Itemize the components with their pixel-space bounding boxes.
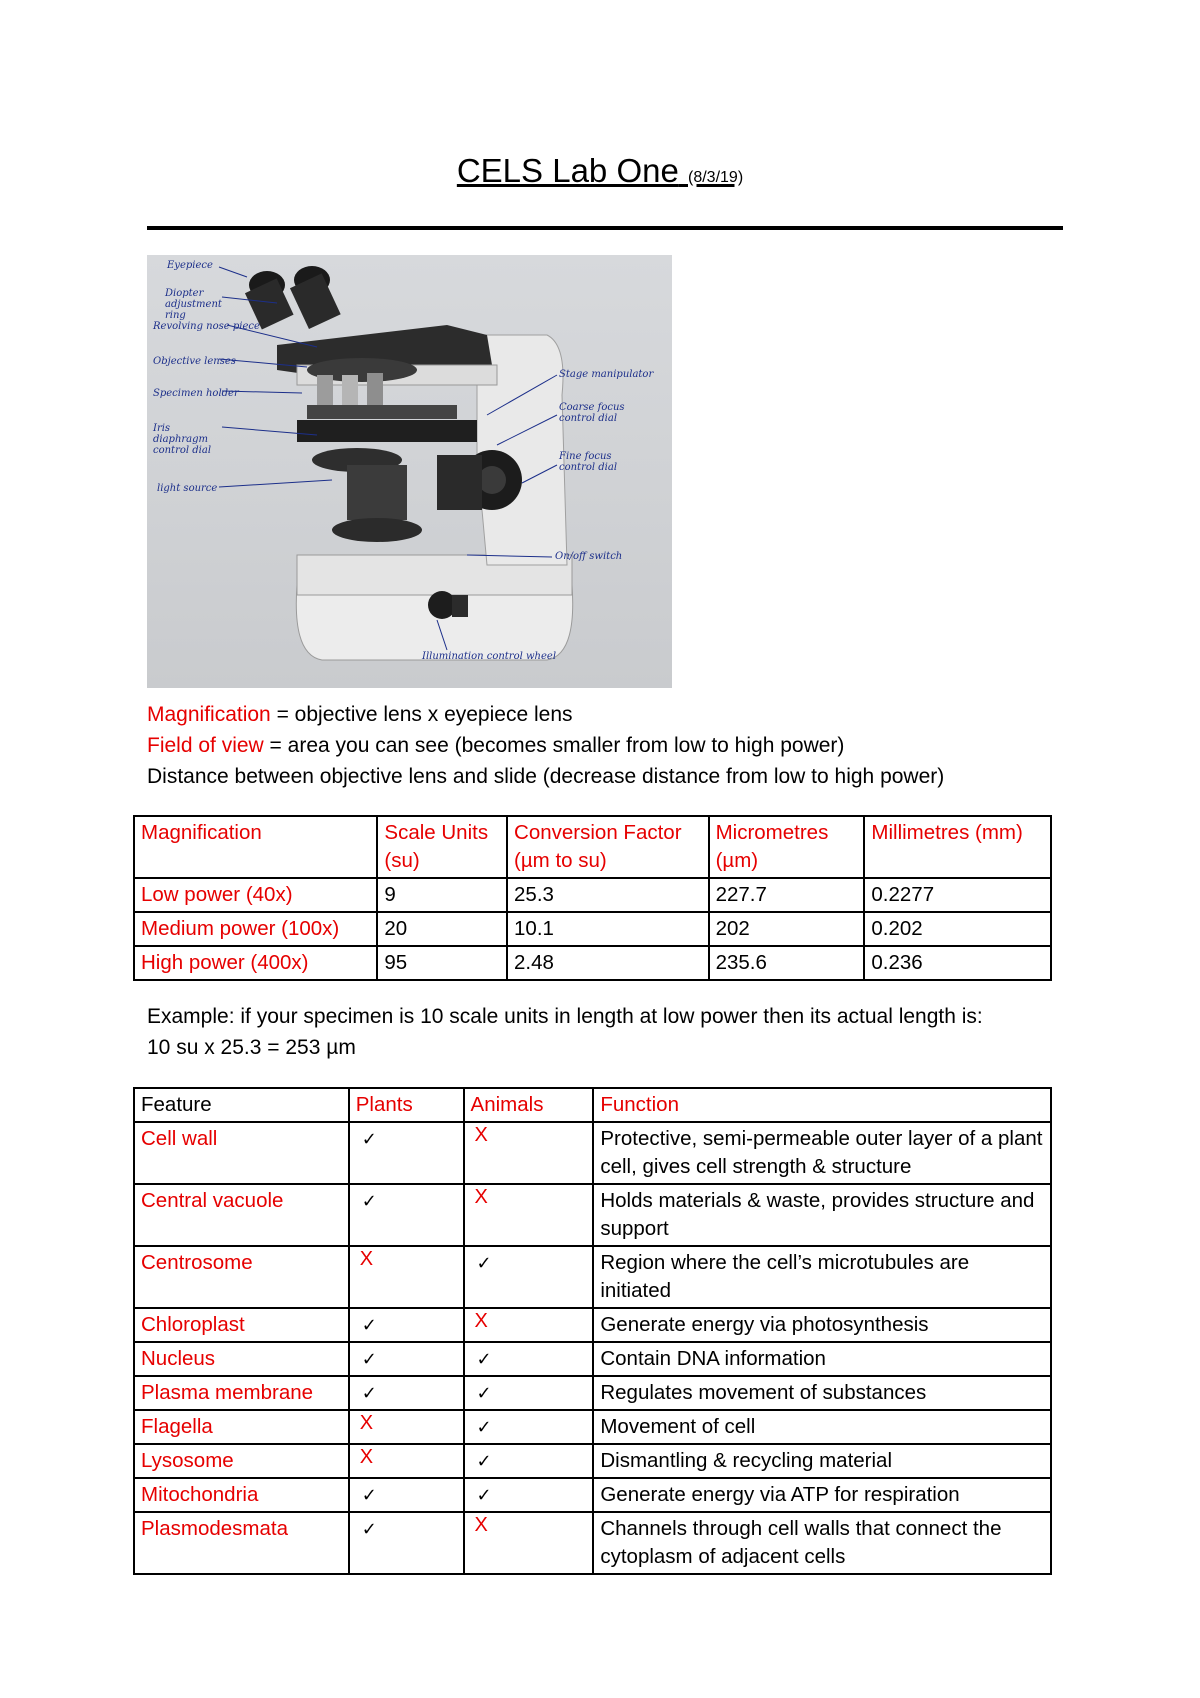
table-cell: 235.6 [709, 946, 865, 980]
table-row [134, 1444, 1051, 1478]
header-cell: Animals [464, 1088, 594, 1122]
notes [147, 699, 944, 792]
table-row [134, 946, 1051, 980]
table-cell: 95 [377, 946, 507, 980]
note-field-of-view [147, 730, 944, 761]
feature-function: Dismantling & recycling material [593, 1444, 1051, 1478]
label-diopter: Diopter adjustment ring [165, 288, 222, 321]
cross-mark: X [349, 1444, 464, 1478]
note-term: Field of view [147, 734, 264, 757]
label-stage-manipulator: Stage manipulator [559, 369, 654, 380]
table-cell: 25.3 [507, 878, 709, 912]
note-text: = area you can see (becomes smaller from low to high power) [263, 734, 845, 757]
header-cell: Plants [349, 1088, 464, 1122]
header-cell: Function [593, 1088, 1051, 1122]
table-row [134, 1342, 1051, 1376]
feature-function: Movement of cell [593, 1410, 1051, 1444]
feature-name: Cell wall [134, 1122, 349, 1184]
check-mark: ✓ [349, 1376, 464, 1410]
magnification-conversion-table [133, 815, 1052, 981]
label-revolving-nosepiece: Revolving nose piece [153, 321, 260, 332]
label-coarse-focus: Coarse focus control dial [559, 402, 625, 424]
check-mark: ✓ [349, 1512, 464, 1574]
check-mark: ✓ [349, 1184, 464, 1246]
note-term: Magnification [147, 703, 271, 726]
feature-function: Regulates movement of substances [593, 1376, 1051, 1410]
table-header-row [134, 1088, 1051, 1122]
title-divider [147, 226, 1063, 230]
note-distance: Distance between objective lens and slide (decrease distance from low to high power) [147, 765, 945, 788]
feature-name: Plasma membrane [134, 1376, 349, 1410]
table-cell: 0.2277 [864, 878, 1051, 912]
table-cell: 227.7 [709, 878, 865, 912]
check-mark: ✓ [349, 1342, 464, 1376]
label-specimen-holder: Specimen holder [153, 388, 239, 399]
note-magnification [147, 699, 944, 730]
feature-name: Central vacuole [134, 1184, 349, 1246]
check-mark: ✓ [464, 1444, 594, 1478]
page-title [0, 152, 1200, 190]
feature-function: Generate energy via ATP for respiration [593, 1478, 1051, 1512]
table-cell: Low power (40x) [134, 878, 377, 912]
feature-name: Flagella [134, 1410, 349, 1444]
table-row [134, 1184, 1051, 1246]
feature-name: Plasmodesmata [134, 1512, 349, 1574]
check-mark: ✓ [349, 1308, 464, 1342]
cross-mark: X [464, 1184, 594, 1246]
header-cell: Micrometres (µm) [709, 816, 865, 878]
table-header-row [134, 816, 1051, 878]
feature-name: Nucleus [134, 1342, 349, 1376]
check-mark: ✓ [464, 1246, 594, 1308]
cross-mark: X [349, 1246, 464, 1308]
table-row [134, 1512, 1051, 1574]
cross-mark: X [464, 1512, 594, 1574]
check-mark: ✓ [464, 1410, 594, 1444]
example-text [147, 1001, 983, 1063]
feature-function: Holds materials & waste, provides structure and support [593, 1184, 1051, 1246]
label-eyepiece: Eyepiece [167, 260, 213, 271]
table-row [134, 1246, 1051, 1308]
header-cell: Millimetres (mm) [864, 816, 1051, 878]
table-row [134, 1308, 1051, 1342]
title-date: (8/3/19) [688, 169, 744, 186]
table-cell: 0.236 [864, 946, 1051, 980]
label-fine-focus: Fine focus control dial [559, 451, 618, 473]
table-cell: 20 [377, 912, 507, 946]
label-on-off-switch: On/off switch [555, 551, 623, 562]
table-cell: High power (400x) [134, 946, 377, 980]
table-row [134, 1478, 1051, 1512]
feature-function: Channels through cell walls that connect the cytoplasm of adjacent cells [593, 1512, 1051, 1574]
table-cell: 10.1 [507, 912, 709, 946]
check-mark: ✓ [349, 1478, 464, 1512]
table-row [134, 1376, 1051, 1410]
header-cell: Magnification [134, 816, 377, 878]
table-row [134, 878, 1051, 912]
check-mark: ✓ [349, 1122, 464, 1184]
feature-name: Centrosome [134, 1246, 349, 1308]
microscope-photo [147, 255, 672, 688]
feature-name: Chloroplast [134, 1308, 349, 1342]
header-cell: Scale Units (su) [377, 816, 507, 878]
table-cell: 2.48 [507, 946, 709, 980]
table-row [134, 1410, 1051, 1444]
label-light-source: light source [157, 483, 218, 494]
label-illumination-wheel: Illumination control wheel [422, 651, 557, 662]
check-mark: ✓ [464, 1478, 594, 1512]
table-cell: 0.202 [864, 912, 1051, 946]
feature-name: Mitochondria [134, 1478, 349, 1512]
cross-mark: X [464, 1308, 594, 1342]
note-text: = objective lens x eyepiece lens [270, 703, 573, 726]
cell-feature-table [133, 1087, 1052, 1575]
feature-function: Generate energy via photosynthesis [593, 1308, 1051, 1342]
table-row [134, 1122, 1051, 1184]
cross-mark: X [349, 1410, 464, 1444]
cross-mark: X [464, 1122, 594, 1184]
table-cell: 202 [709, 912, 865, 946]
feature-function: Protective, semi-permeable outer layer of a plant cell, gives cell strength & structure [593, 1122, 1051, 1184]
table-cell: 9 [377, 878, 507, 912]
example-line-2: 10 su x 25.3 = 253 µm [147, 1036, 356, 1059]
check-mark: ✓ [464, 1376, 594, 1410]
header-cell: Feature [134, 1088, 349, 1122]
title-text: CELS Lab One [456, 152, 679, 189]
feature-name: Lysosome [134, 1444, 349, 1478]
check-mark: ✓ [464, 1342, 594, 1376]
table-row [134, 912, 1051, 946]
label-iris-diaphragm: Iris diaphragm control dial [153, 423, 212, 456]
label-objective-lenses: Objective lenses [153, 356, 236, 367]
header-cell: Conversion Factor (µm to su) [507, 816, 709, 878]
feature-function: Contain DNA information [593, 1342, 1051, 1376]
table-cell: Medium power (100x) [134, 912, 377, 946]
feature-function: Region where the cell’s microtubules are initiated [593, 1246, 1051, 1308]
example-line-1: Example: if your specimen is 10 scale units in length at low power then its actual length is: [147, 1005, 983, 1028]
